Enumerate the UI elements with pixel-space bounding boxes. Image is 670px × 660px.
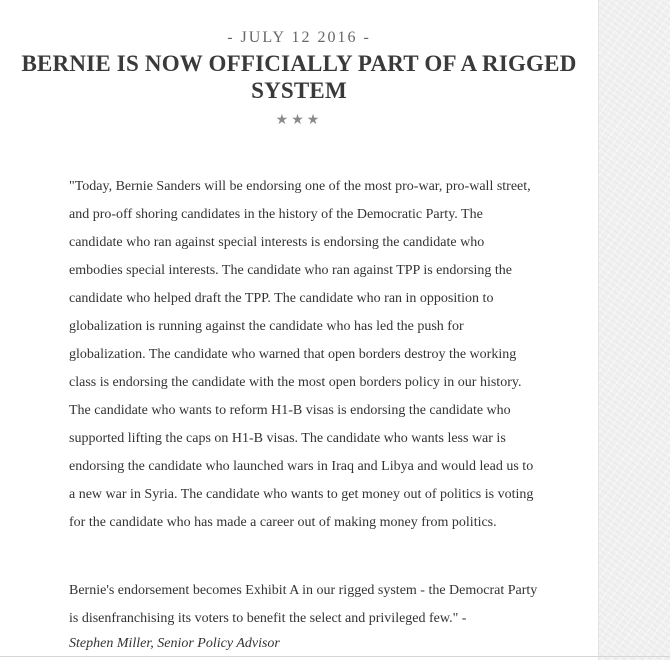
article-title	[0, 50, 598, 104]
bottom-divider	[0, 656, 670, 657]
article-body	[69, 173, 539, 537]
article-title-line-2: SYSTEM	[251, 78, 347, 103]
star-divider-icon: ★★★	[275, 112, 323, 128]
quote-attribution: Stephen Miller, Senior Policy Advisor	[69, 636, 280, 651]
article-date: - JULY 12 2016 -	[227, 29, 371, 46]
page-side-background	[598, 0, 670, 660]
quote-paragraph-1: "Today, Bernie Sanders will be endorsing one of the most pro-war, pro-wall street, and pro-off shoring candidates in the history of the Democratic Party. The candidate who ran against special interests is endorsing the candidate who embodies special interests. The candidate who ran against TPP is endorsing the candidate who helped draft the TPP. The candidate who ran in opposition to globalization is running against the candidate who has led the push for globalization. The candidate who warned that open borders destroy the working class is endorsing the candidate with the most open borders policy in our history. The candidate who wants to reform H1-B visas is endorsing the candidate who supported lifting the caps on H1-B visas. The candidate who wants less war is endorsing the candidate who launched wars in Iraq and Libya and would lead us to a new war in Syria. The candidate who wants to get money out of politics is voting for the candidate who has made a career out of making money from politics.	[69, 179, 534, 530]
quote-paragraph-2: Bernie's endorsement becomes Exhibit A in our rigged system - the Democrat Party is disenfranchising its voters to benefit the select and privileged few." -	[69, 583, 538, 626]
article-title-line-1: BERNIE IS NOW OFFICIALLY PART OF A RIGGED	[21, 51, 577, 76]
